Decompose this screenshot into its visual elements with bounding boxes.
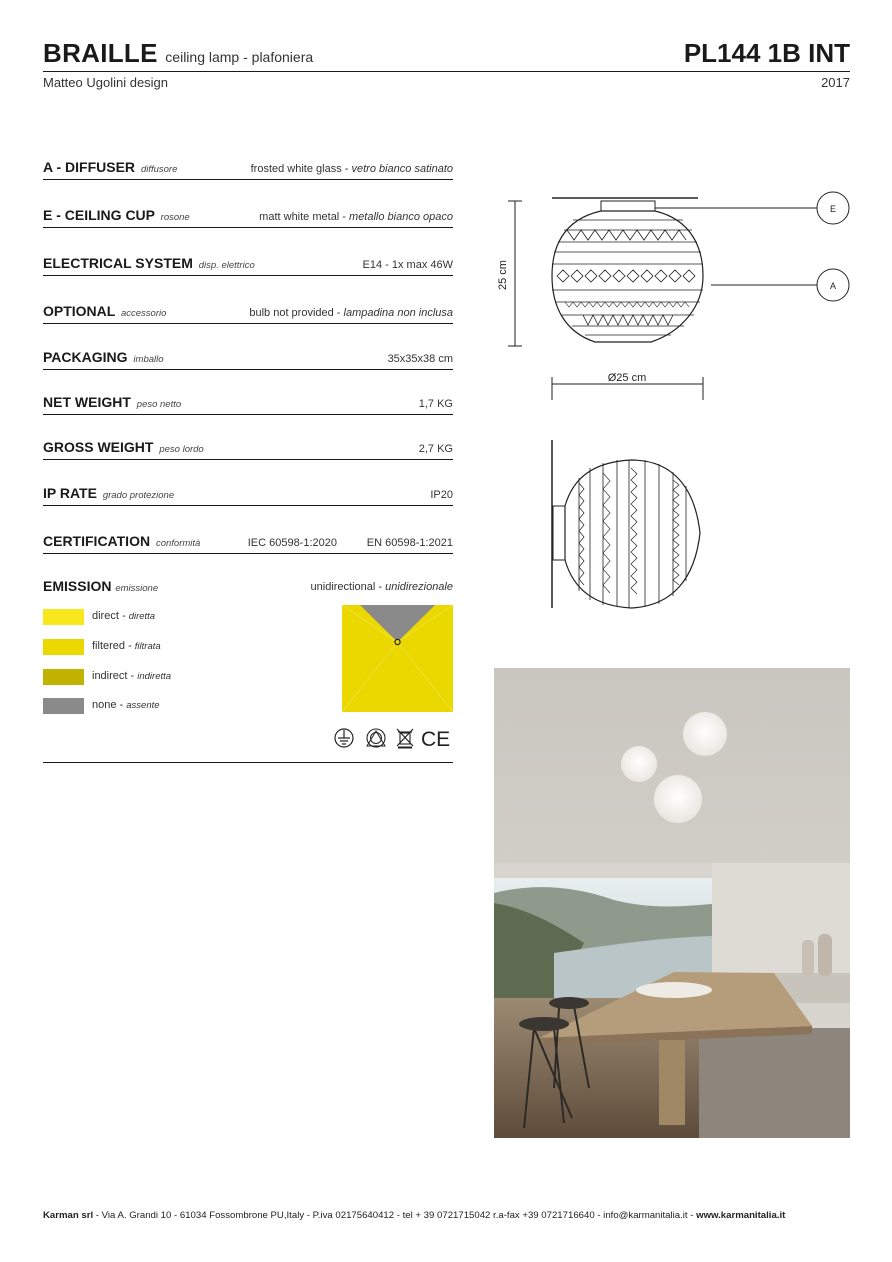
side-ceiling-cup (553, 506, 565, 560)
ambient-photo (494, 668, 850, 1138)
legend-swatch (43, 639, 84, 655)
spec-label: NET WEIGHT peso netto (43, 394, 182, 410)
spec-value: E14 - 1x max 46W (362, 259, 453, 271)
spec-value: frosted white glass - vetro bianco satinato (250, 163, 453, 175)
certification-en: EN 60598-1:2021 (366, 537, 453, 549)
side-technical-drawing (545, 438, 715, 613)
spec-row-electrical (43, 251, 453, 276)
spec-label: OPTIONAL accessorio (43, 303, 167, 319)
designer: Matteo Ugolini design (43, 75, 169, 90)
spec-value: 1,7 KG (418, 398, 453, 410)
front-technical-drawing (495, 190, 855, 420)
light-source-icon (395, 639, 400, 644)
year: 2017 (821, 75, 850, 90)
product-title (43, 38, 313, 69)
legend-text: none - assente (92, 699, 160, 711)
spec-label: E - CEILING CUP rosone (43, 207, 190, 223)
emission-diagram (342, 605, 453, 712)
spec-label: CERTIFICATION conformità (43, 533, 201, 549)
spec-row-optional (43, 299, 453, 324)
legend-swatch (43, 609, 84, 625)
emission-label: EMISSION emissione (43, 578, 159, 594)
spec-label: PACKAGING imballo (43, 349, 164, 365)
legend-text: direct - diretta (92, 610, 156, 622)
ce-mark-icon: CE (421, 728, 451, 749)
legend-text: indirect - indiretta (92, 670, 172, 682)
lamp-2 (683, 712, 727, 756)
bowl (636, 982, 712, 998)
lamp-1 (621, 746, 657, 782)
kitchen-island (699, 1028, 850, 1138)
footer-company: Karman srl (43, 1210, 94, 1221)
callout-e-label: E (829, 204, 837, 214)
spec-label: GROSS WEIGHT peso lordo (43, 439, 204, 455)
diffuser-sphere (552, 211, 703, 342)
spec-label: ELECTRICAL SYSTEM disp. elettrico (43, 255, 255, 271)
certification-iec: IEC 60598-1:2020 (247, 537, 337, 549)
spec-row-diffuser (43, 155, 453, 180)
spec-label: IP RATE grado protezione (43, 485, 175, 501)
spec-row-ceiling-cup (43, 203, 453, 228)
lamp-3 (654, 775, 702, 823)
product-type: ceiling lamp - plafoniera (165, 49, 314, 65)
footer-address: - Via A. Grandi 10 - 61034 Fossombrone PU,Italy - P.iva 02175640412 - tel + 39 0721715042 r.a-fax +39 0721716640 - info@karmanitalia.it - (93, 1210, 697, 1221)
diameter-label: Ø25 cm (607, 372, 647, 384)
spec-value: bulb not provided - lampadina non inclusa (249, 307, 453, 319)
thermal-protection-icon (367, 729, 385, 747)
spec-value: IP20 (430, 489, 453, 501)
footer-website[interactable]: www.karmanitalia.it (696, 1210, 786, 1221)
spec-row-certification (43, 529, 453, 554)
ceiling-cup-shape (601, 201, 655, 211)
legend-text: filtered - filtrata (92, 640, 161, 652)
spec-row-gross-weight (43, 435, 453, 460)
ground-class-icon (335, 729, 353, 747)
spec-value: 2,7 KG (418, 443, 453, 455)
spec-row-net-weight (43, 390, 453, 415)
legend-swatch (43, 669, 84, 685)
height-label: 25 cm (497, 260, 509, 290)
spec-label: A - DIFFUSER diffusore (43, 159, 178, 175)
callout-a-label: A (829, 281, 837, 291)
product-code: PL144 1B INT (683, 38, 850, 68)
section-end-divider (43, 762, 453, 763)
spec-value: 35x35x38 cm (387, 353, 453, 365)
footer (43, 1210, 785, 1221)
spec-row-packaging (43, 345, 453, 370)
product-name: BRAILLE (43, 38, 158, 68)
side-diffuser-sphere (565, 460, 700, 608)
spec-value: matt white metal - metallo bianco opaco (259, 211, 453, 223)
legend-swatch (43, 698, 84, 714)
weee-bin-icon (397, 729, 413, 749)
spec-row-ip-rate (43, 481, 453, 506)
emission-value: unidirectional - unidirezionale (310, 581, 453, 593)
header-divider (43, 71, 850, 72)
certification-icons (334, 727, 454, 749)
